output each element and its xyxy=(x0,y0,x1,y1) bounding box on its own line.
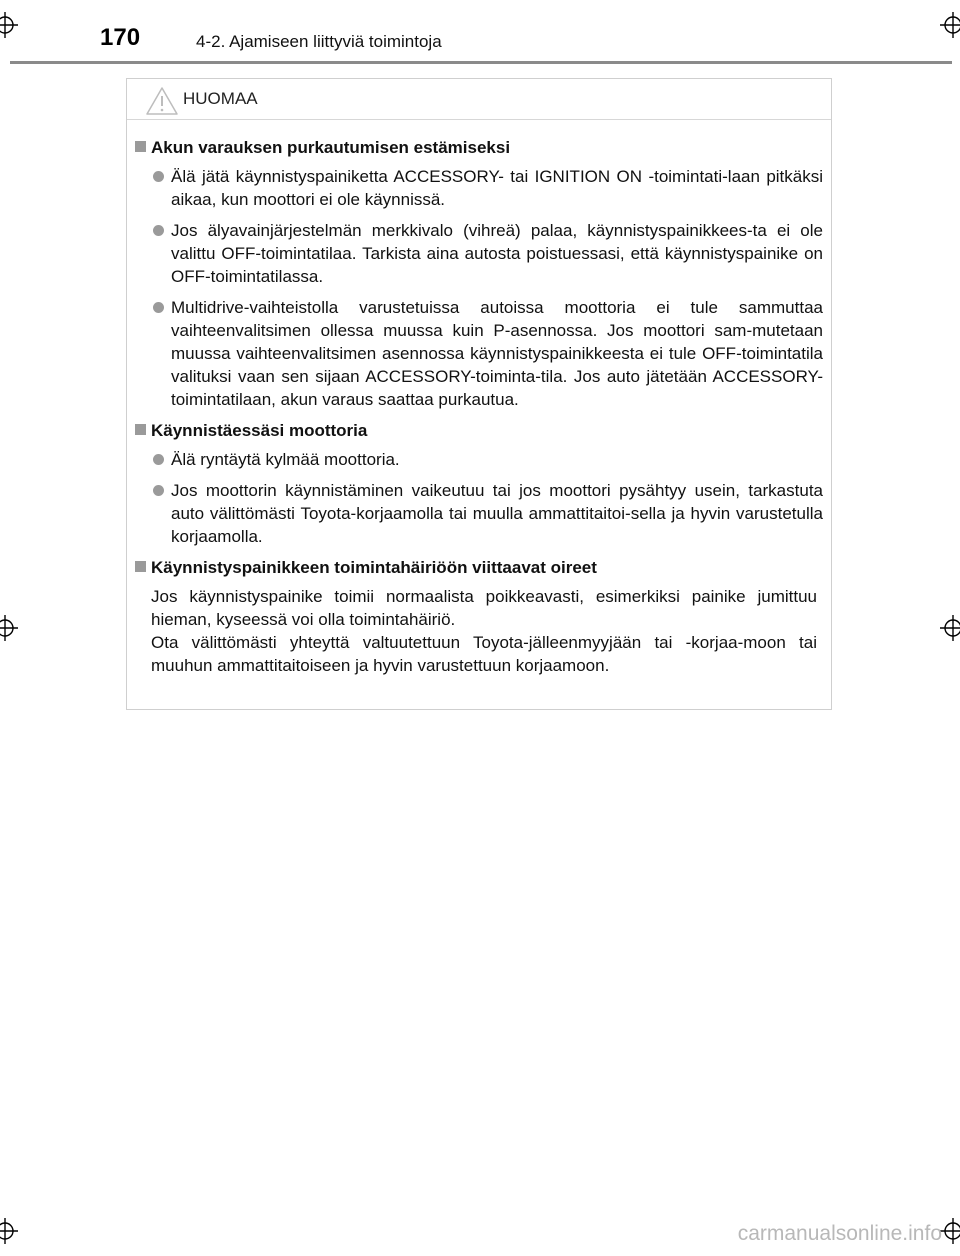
square-bullet-icon xyxy=(135,141,146,152)
registration-mark-icon xyxy=(0,615,18,641)
round-bullet-icon xyxy=(153,454,164,465)
square-bullet-icon xyxy=(135,424,146,435)
list-item xyxy=(135,448,823,471)
list-item xyxy=(135,219,823,288)
notice-box xyxy=(126,78,832,710)
list-item xyxy=(135,296,823,411)
header-rule xyxy=(10,61,952,64)
page-number: 170 xyxy=(100,24,141,51)
section-heading xyxy=(135,419,823,442)
registration-mark-icon xyxy=(940,615,960,641)
section-title: 4-2. Ajamiseen liittyviä toimintoja xyxy=(196,32,442,51)
section-heading xyxy=(135,556,823,579)
section-heading-text: Käynnistäessäsi moottoria xyxy=(151,421,368,440)
registration-mark-icon xyxy=(940,12,960,38)
list-item-text: Multidrive-vaihteistolla varustetuissa autoissa moottoria ei tule sammuttaa vaihteenvalitsimen ollessa muussa kuin P-asennossa. Jos moottori sam-mutetaan muussa vaihteenvalitsimen asennossa käynnistyspainikkeesta ei tule OFF-toimintatila valituksi vaan sen sijaan ACCESSORY-toiminta-tila. Jos auto jätetään ACCESSORY-toimintatilaan, akun varaus saattaa purkautua. xyxy=(171,298,823,409)
list-item-text: Älä ryntäytä kylmää moottoria. xyxy=(171,450,400,469)
section-heading-text: Akun varauksen purkautumisen estämiseksi xyxy=(151,138,511,157)
registration-mark-icon xyxy=(0,1218,18,1244)
notice-body xyxy=(127,120,831,677)
watermark: carmanualsonline.info xyxy=(737,1222,942,1245)
notice-label: HUOMAA xyxy=(183,89,258,108)
round-bullet-icon xyxy=(153,485,164,496)
round-bullet-icon xyxy=(153,171,164,182)
paragraph: Ota välittömästi yhteyttä valtuutettuun Toyota-jälleenmyyjään tai -korjaa-moon tai muuhun ammattitaitoiseen ja hyvin varustettuun korjaamoon. xyxy=(151,633,817,675)
notice-header xyxy=(127,79,831,120)
registration-mark-icon xyxy=(0,12,18,38)
list-item-text: Jos moottorin käynnistäminen vaikeutuu tai jos moottori pysähtyy usein, tarkastuta auto välittömästi Toyota-korjaamolla tai muulla ammattitaitoi-sella ja hyvin varustetulla korjaamolla. xyxy=(171,481,823,546)
section-heading xyxy=(135,136,823,159)
list-item-text: Älä jätä käynnistyspainiketta ACCESSORY- tai IGNITION ON -toimintati-laan pitkäksi aikaa, kun moottori ei ole käynnissä. xyxy=(171,167,823,209)
section-heading-text: Käynnistyspainikkeen toimintahäiriöön viittaavat oireet xyxy=(151,558,597,577)
round-bullet-icon xyxy=(153,225,164,236)
list-item-text: Jos älyavainjärjestelmän merkkivalo (vihreä) palaa, käynnistyspainikkees-ta ei ole valittu OFF-toimintatilaa. Tarkista aina autosta poistuessasi, että käynnistyspainike on OFF-toimintatilassa. xyxy=(171,221,823,286)
list-item xyxy=(135,479,823,548)
warning-triangle-icon xyxy=(145,86,179,116)
round-bullet-icon xyxy=(153,302,164,313)
paragraph: Jos käynnistyspainike toimii normaalista poikkeavasti, esimerkiksi painike jumittuu hieman, kyseessä voi olla toimintahäiriö. xyxy=(151,587,817,629)
square-bullet-icon xyxy=(135,561,146,572)
list-item xyxy=(135,165,823,211)
registration-mark-icon xyxy=(940,1218,960,1244)
